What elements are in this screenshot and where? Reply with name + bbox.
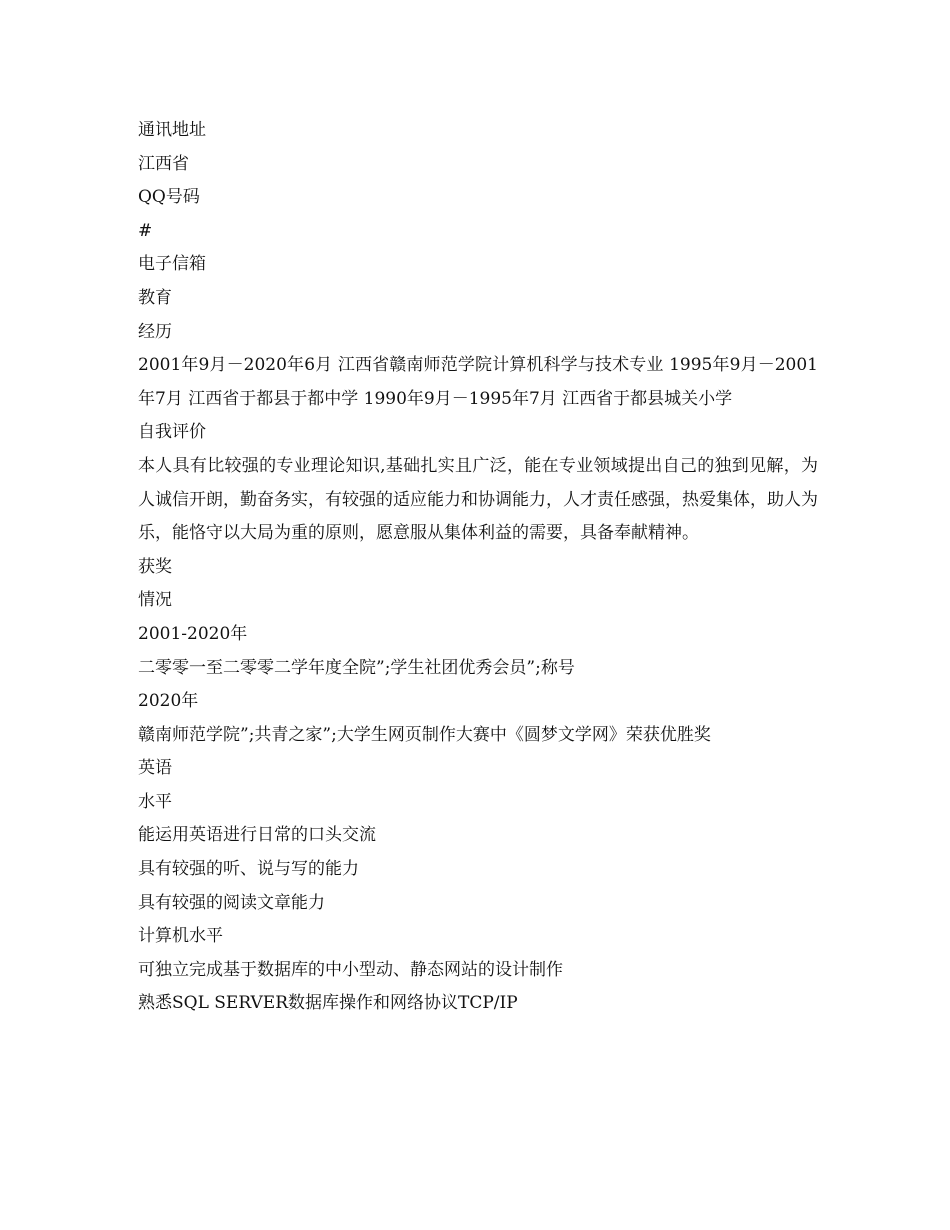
- english-item-2: 具有较强的听、说与写的能力: [138, 859, 359, 880]
- award-item-1: 二零零一至二零零二学年度全院”;学生社团优秀会员”;称号: [138, 657, 575, 678]
- english-label-2: 水平: [138, 791, 172, 812]
- qq-label: QQ号码: [138, 187, 200, 208]
- english-label-1: 英语: [138, 758, 172, 779]
- education-label-2: 经历: [138, 321, 172, 342]
- address-label: 通讯地址: [138, 120, 206, 140]
- self-evaluation-text: 本人具有比较强的专业理论知识,基础扎实且广泛，能在专业领域提出自己的独到见解，为人诚信开朗，勤奋务实，有较强的适应能力和协调能力，人才责任感强，热爱集体，助人为乐，能恪守以大局为重的原则，愿意服从集体利益的需要，具备奉献精神。: [138, 455, 818, 544]
- english-item-1: 能运用英语进行日常的口头交流: [138, 825, 376, 846]
- award-year-2: 2020年: [138, 691, 199, 712]
- email-label: 电子信箱: [138, 254, 206, 275]
- education-label-1: 教育: [138, 287, 172, 308]
- computer-item-1: 可独立完成基于数据库的中小型动、静态网站的设计制作: [138, 959, 563, 980]
- qq-value: #: [138, 220, 153, 241]
- self-evaluation-label: 自我评价: [138, 422, 206, 443]
- resume-content: [138, 114, 818, 1021]
- address-value: 江西省: [138, 153, 189, 174]
- education-text: 2001年9月－2020年6月 江西省赣南师范学院计算机科学与技术专业 1995年9月－2001年7月 江西省于都县于都中学 1990年9月－1995年7月 江西省于都县城关小学: [138, 355, 818, 409]
- awards-label-2: 情况: [138, 590, 172, 611]
- awards-label-1: 获奖: [138, 556, 172, 577]
- computer-item-2: 熟悉SQL SERVER数据库操作和网络协议TCP/IP: [138, 993, 518, 1014]
- computer-label: 计算机水平: [138, 926, 223, 947]
- award-item-2: 赣南师范学院”;共青之家”;大学生网页制作大赛中《圆梦文学网》荣获优胜奖: [138, 724, 711, 745]
- award-year-1: 2001-2020年: [138, 623, 248, 644]
- english-item-3: 具有较强的阅读文章能力: [138, 892, 325, 913]
